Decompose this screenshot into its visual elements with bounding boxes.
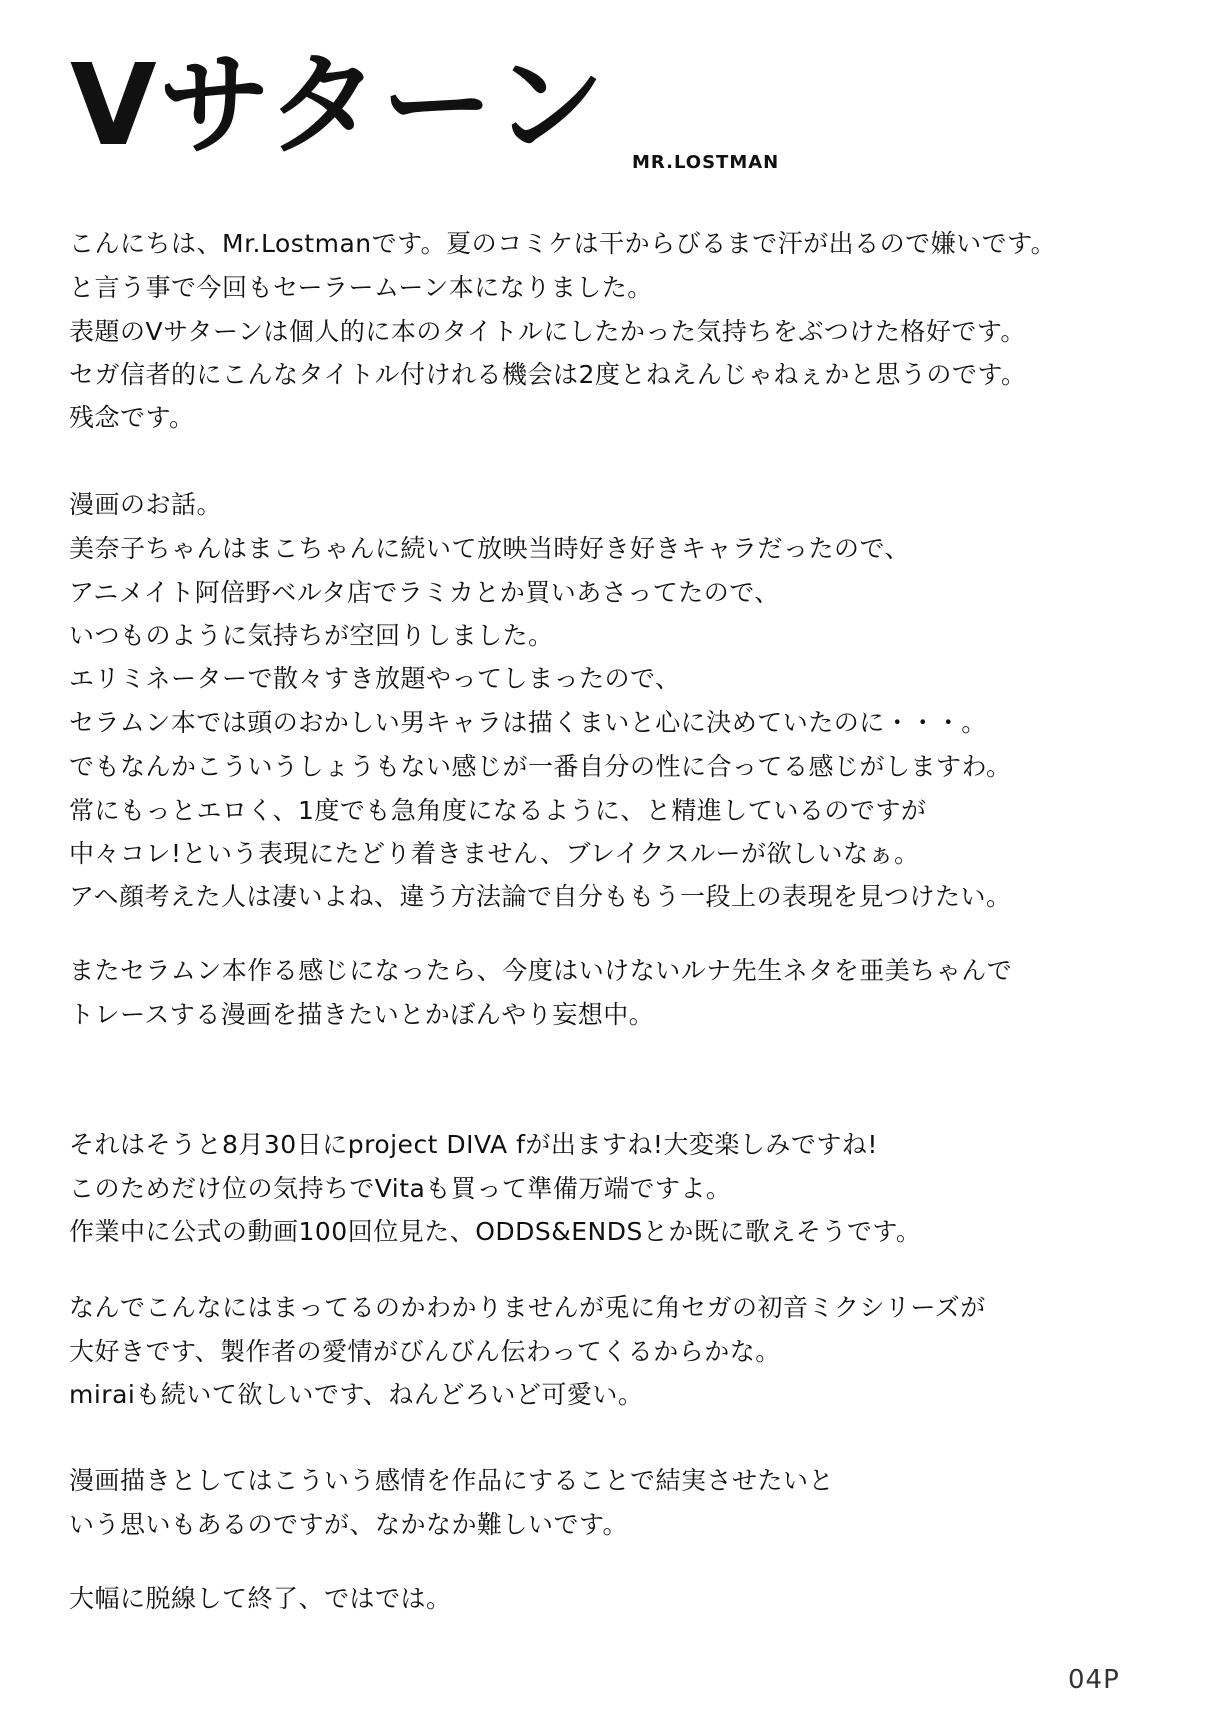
body-line: 大好きです、製作者の愛情がびんびん伝わってくるからかな。 — [69, 1337, 781, 1366]
body-line: と言う事で今回もセーラームーン本になりました。 — [69, 273, 653, 302]
body-line: アニメイト阿倍野ベルタ店でラミカとか買いあさってたので、 — [69, 578, 780, 607]
body-line: 表題のVサターンは個人的に本のタイトルにしたかった気持ちをぶつけた格好です。 — [69, 317, 1026, 346]
page-number: 04P — [1068, 1665, 1120, 1695]
body-line: いつものように気持ちが空回りしました。 — [69, 621, 554, 650]
body-line: 残念です。 — [69, 403, 195, 432]
body-line: それはそうと8月30日にproject DIVA fが出ますね!大変楽しみですね! — [69, 1130, 878, 1159]
body-line: 大幅に脱線して終了、ではでは。 — [69, 1584, 452, 1613]
body-line: アヘ顔考えた人は凄いよね、違う方法論で自分ももう一段上の表現を見つけたい。 — [69, 882, 1012, 911]
body-line: 常にもっとエロく、1度でも急角度になるように、と精進しているのですが — [69, 796, 927, 825]
body-line: セガ信者的にこんなタイトル付けれる機会は2度とねえんじゃねぇかと思うのです。 — [69, 360, 1027, 389]
body-line: エリミネーターで散々すき放題やってしまったので、 — [69, 664, 681, 693]
body-line: 漫画描きとしてはこういう感情を作品にすることで結実させたいと — [69, 1466, 835, 1495]
body-line: トレースする漫画を描きたいとかぼんやり妄想中。 — [69, 1000, 655, 1029]
body-line: セラムン本では頭のおかしい男キャラは描くまいと心に決めていたのに・・・。 — [69, 708, 987, 737]
body-line: miraiも続いて欲しいです、ねんどろいど可愛い。 — [69, 1380, 644, 1409]
body-line: 中々コレ!という表現にたどり着きません、ブレイクスルーが欲しいなぁ。 — [69, 839, 920, 868]
body-line: 作業中に公式の動画100回位見た、ODDS&ENDSとか既に歌えそうです。 — [69, 1217, 922, 1246]
body-line: なんでこんなにはまってるのかわかりませんが兎に角セガの初音ミクシリーズが — [69, 1293, 986, 1322]
body-line: 漫画のお話。 — [69, 490, 223, 519]
body-line: こんにちは、Mr.Lostmanです。夏のコミケは干からびるまで汗が出るので嫌いです。 — [69, 229, 1057, 258]
body-line: またセラムン本作る感じになったら、今度はいけないルナ先生ネタを亜美ちゃんで — [69, 956, 1013, 985]
author-byline: MR.LOSTMAN — [632, 152, 780, 173]
page-title: Vサターン — [70, 41, 607, 171]
body-line: でもなんかこういうしょうもない感じが一番自分の性に合ってる感じがしますわ。 — [69, 752, 1012, 781]
body-line: 美奈子ちゃんはまこちゃんに続いて放映当時好き好きキャラだったので、 — [69, 534, 911, 563]
body-line: いう思いもあるのですが、なかなか難しいです。 — [69, 1510, 629, 1539]
body-line: このためだけ位の気持ちでVitaも買って準備万端ですよ。 — [69, 1174, 732, 1203]
